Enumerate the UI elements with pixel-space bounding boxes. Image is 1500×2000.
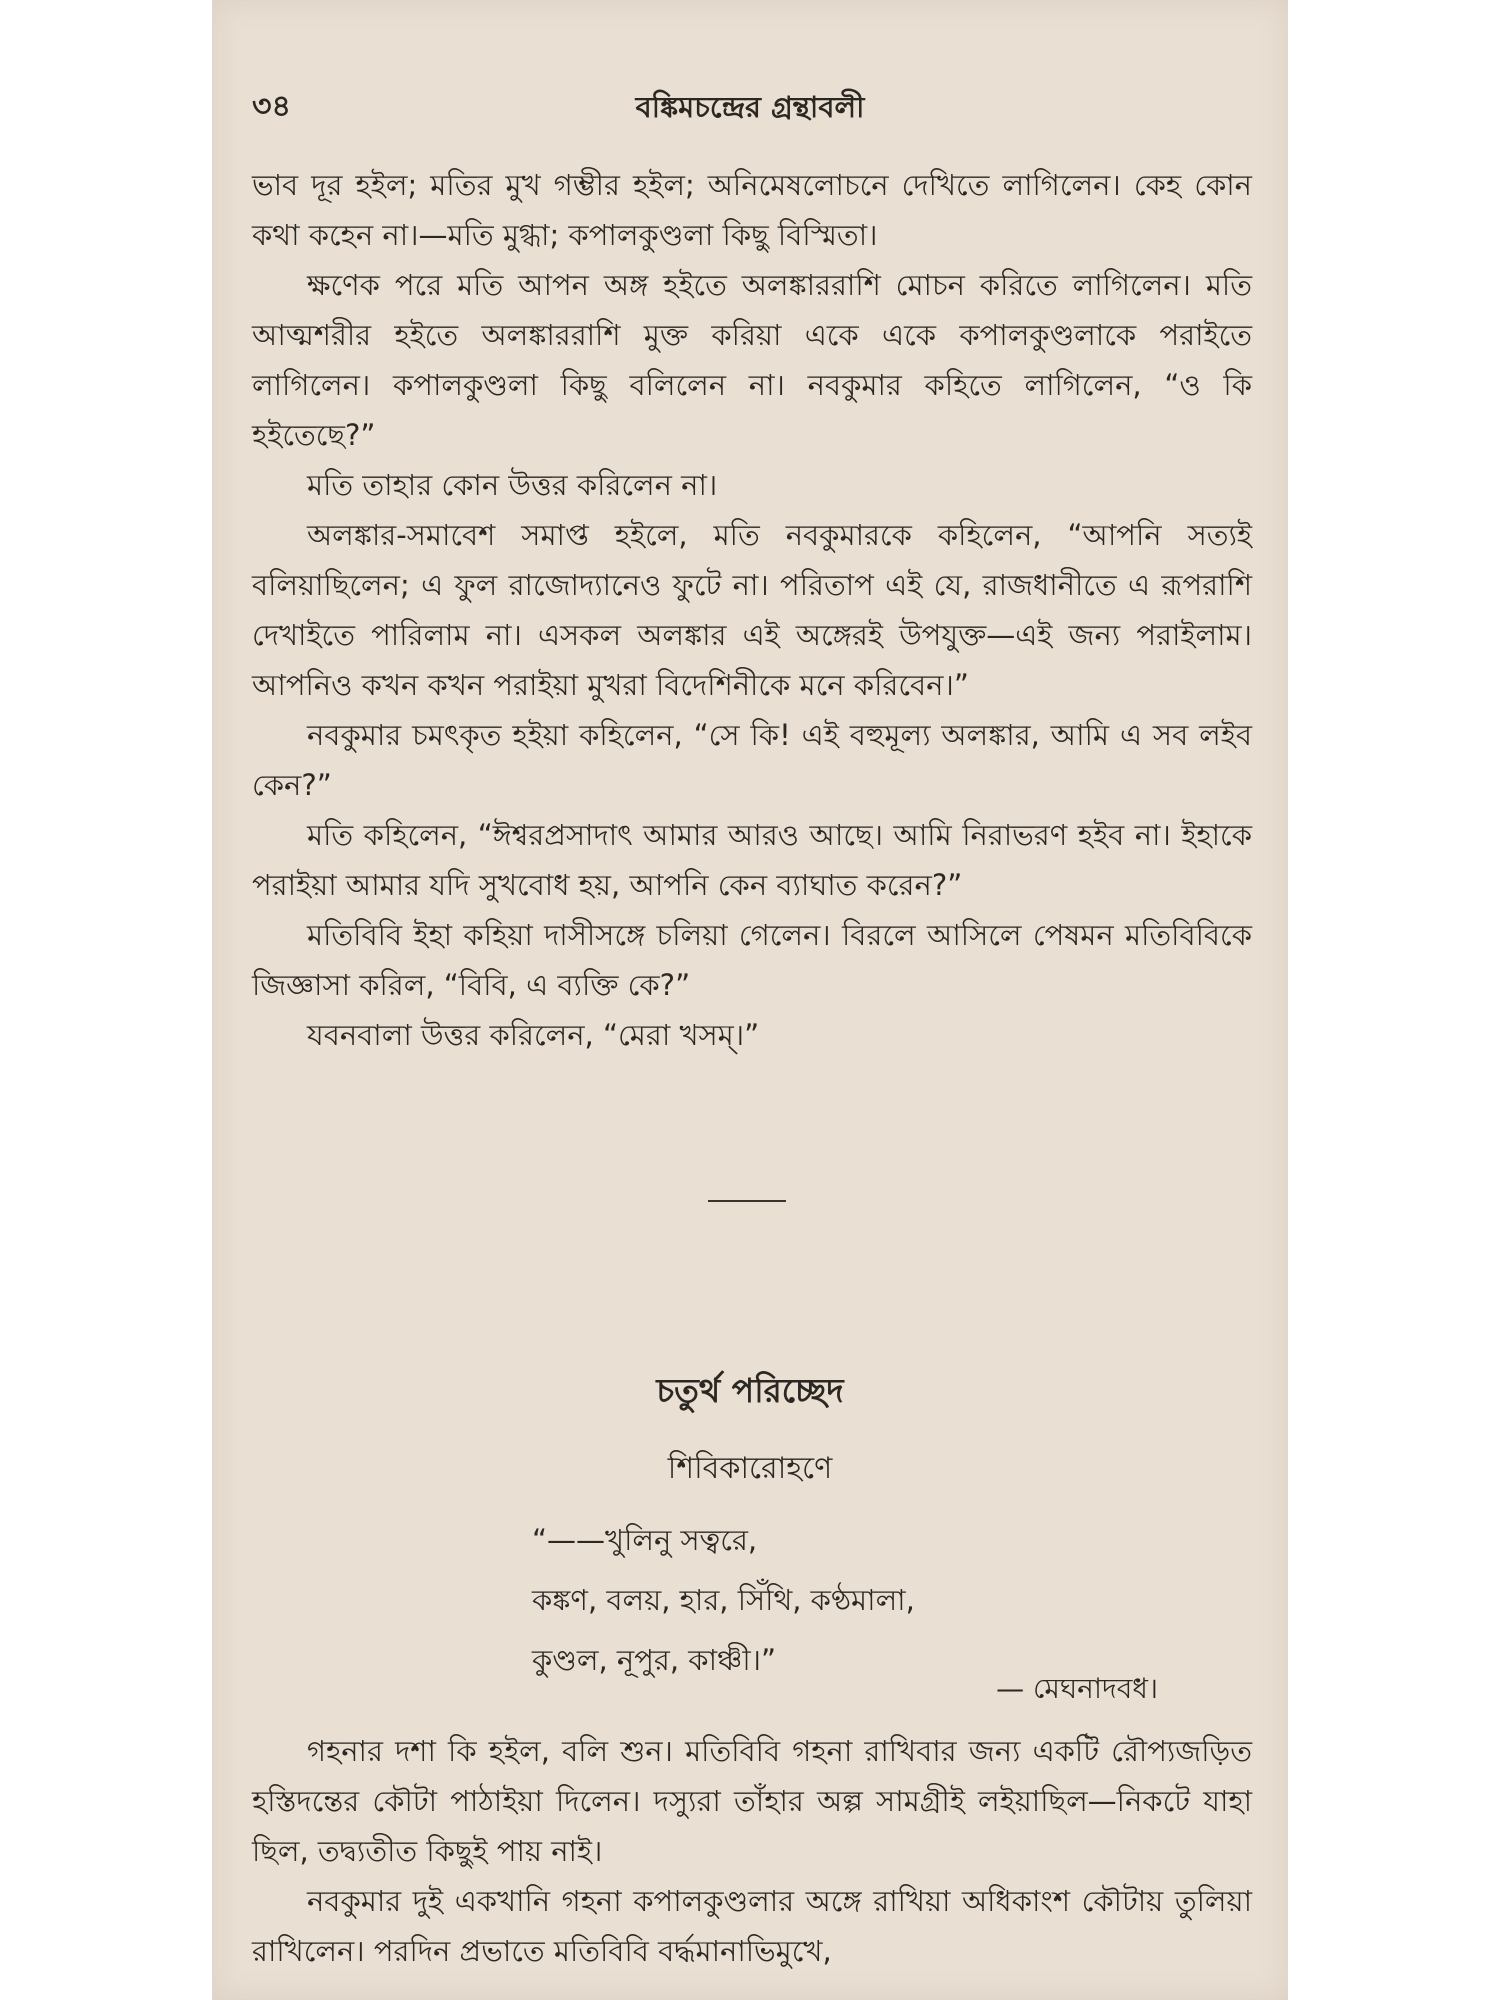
paragraph-7: মতিবিবি ইহা কহিয়া দাসীসঙ্গে চলিয়া গেলেন। বিরলে আসিলে পেষমন মতিবিবিকে জিজ্ঞাসা করিল, “বিবি, এ ব্যক্তি কে?” — [252, 918, 1252, 1002]
page-number: ৩৪ — [252, 89, 291, 124]
epigraph-line: “——খুলিনু সত্বরে, — [532, 1523, 758, 1557]
running-title: বঙ্কিমচন্দ্রের গ্রন্থাবলী — [635, 90, 865, 124]
epigraph-line: কঙ্কণ, বলয়, হার, সিঁথি, কণ্ঠমালা, — [532, 1583, 915, 1617]
epigraph-line: কুণ্ডল, নূপুর, কাঞ্চী।” — [532, 1643, 777, 1677]
paragraph-2: ক্ষণেক পরে মতি আপন অঙ্গ হইতে অলঙ্কাররাশি মোচন করিতে লাগিলেন। মতি আত্মশরীর হইতে অলঙ্কাররাশি মুক্ত করিয়া একে একে কপালকুণ্ডলাকে পরাইতে লাগিলেন। কপালকুণ্ডলা কিছু বলিলেন না। নবকুমার কহিতে লাগিলেন, “ও কি হইতেছে?” — [252, 268, 1252, 452]
paragraph-4: অলঙ্কার-সমাবেশ সমাপ্ত হইলে, মতি নবকুমারকে কহিলেন, “আপনি সত্যই বলিয়াছিলেন; এ ফুল রাজোদ্যানেও ফুটে না। পরিতাপ এই যে, রাজধানীতে এ রূপরাশি দেখাইতে পারিলাম না। এসকল অলঙ্কার এই অঙ্গেরই উপযুক্ত—এই জন্য পরাইলাম। আপনিও কখন কখন পরাইয়া মুখরা বিদেশিনীকে মনে করিবেন।” — [252, 518, 1252, 702]
page-header — [212, 82, 1288, 132]
paragraph-1: ভাব দূর হইল; মতির মুখ গম্ভীর হইল; অনিমেষলোচনে দেখিতে লাগিলেন। কেহ কোন কথা কহেন না।—মতি মুগ্ধা; কপালকুণ্ডলা কিছু বিস্মিতা। — [252, 168, 1252, 252]
paragraph-3: মতি তাহার কোন উত্তর করিলেন না। — [307, 468, 718, 502]
epigraph-attribution: — মেঘনাদবধ। — [996, 1672, 1158, 1705]
paragraph-10: নবকুমার দুই একখানি গহনা কপালকুণ্ডলার অঙ্গে রাখিয়া অধিকাংশ কৌটায় তুলিয়া রাখিলেন। পরদিন প্রভাতে মতিবিবি বর্দ্ধমানাভিমুখে, — [252, 1884, 1252, 1968]
paragraph-9: গহনার দশা কি হইল, বলি শুন। মতিবিবি গহনা রাখিবার জন্য একটি রৌপ্যজড়িত হস্তিদন্তের কৌটা পাঠাইয়া দিলেন। দস্যুরা তাঁহার অল্প সামগ্রীই লইয়াছিল—নিকটে যাহা ছিল, তদ্ব্যতীত কিছুই পায় নাই। — [252, 1734, 1252, 1868]
epigraph — [532, 1510, 915, 1690]
book-page — [212, 0, 1288, 2000]
paragraph-8: যবনবালা উত্তর করিলেন, “মেরা খসম্।” — [307, 1018, 760, 1052]
body-text-upper — [252, 160, 1252, 1060]
chapter-subtitle: শিবিকারোহণে — [667, 1451, 833, 1486]
chapter-title: চতুর্থ পরিচ্ছেদ — [656, 1371, 844, 1410]
paragraph-6: মতি কহিলেন, “ঈশ্বরপ্রসাদাৎ আমার আরও আছে। আমি নিরাভরণ হইব না। ইহাকে পরাইয়া আমার যদি সুখবোধ হয়, আপনি কেন ব্যাঘাত করেন?” — [252, 818, 1252, 902]
paragraph-5: নবকুমার চমৎকৃত হইয়া কহিলেন, “সে কি! এই বহুমূল্য অলঙ্কার, আমি এ সব লইব কেন?” — [252, 718, 1252, 802]
section-divider — [708, 1200, 786, 1202]
body-text-lower — [252, 1726, 1252, 1976]
